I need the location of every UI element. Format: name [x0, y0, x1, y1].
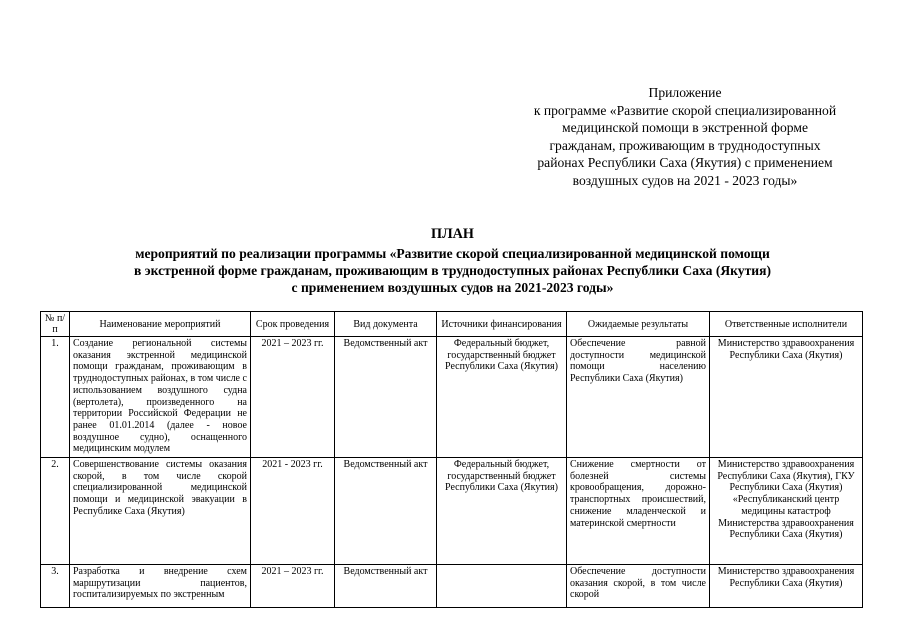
header-name: Наименование мероприятий — [70, 312, 251, 337]
appendix-line: медицинской помощи в экстренной форме — [562, 120, 808, 136]
plan-subtitle-line: в экстренной форме гражданам, проживающим в труднодоступных районах Республики Саха (Якутия) — [134, 263, 771, 279]
cell-term: 2021 - 2023 гг. — [251, 458, 335, 565]
appendix-block — [500, 84, 870, 190]
cell-term: 2021 – 2023 гг. — [251, 565, 335, 608]
header-result: Ожидаемые результаты — [567, 312, 710, 337]
cell-source — [437, 565, 567, 608]
header-source: Источники финансирования — [437, 312, 567, 337]
cell-resp: Министерство здравоохранения Республики Саха (Якутия) — [710, 337, 863, 458]
cell-term: 2021 – 2023 гг. — [251, 337, 335, 458]
plan-title: ПЛАН — [431, 226, 474, 242]
cell-num: 3. — [41, 565, 70, 608]
cell-resp: Министерство здравоохранения Республики Саха (Якутия) — [710, 565, 863, 608]
appendix-line: гражданам, проживающим в труднодоступных — [549, 137, 821, 153]
cell-result: Обеспечение равной доступности медицинской помощи населению Республики Саха (Якутия) — [567, 337, 710, 458]
appendix-line: районах Республики Саха (Якутия) с применением — [537, 155, 833, 171]
table-row — [41, 565, 863, 608]
plan-subtitle — [0, 245, 905, 297]
header-doc: Вид документа — [335, 312, 437, 337]
cell-num: 1. — [41, 337, 70, 458]
cell-source: Федеральный бюджет, государственный бюджет Республики Саха (Якутия) — [437, 458, 567, 565]
cell-name: Создание региональной системы оказания экстренной медицинской помощи гражданам, проживающим в труднодоступных районах, в том числе с использованием воздушного судна (вертолета), произведенного на территории Российской Федерации не ранее 01.01.2014 (далее - новое воздушное судно), оснащенного медицинским модулем — [70, 337, 251, 458]
cell-doc: Ведомственный акт — [335, 565, 437, 608]
header-resp: Ответственные исполнители — [710, 312, 863, 337]
cell-source: Федеральный бюджет, государственный бюджет Республики Саха (Якутия) — [437, 337, 567, 458]
appendix-line: Приложение — [648, 85, 722, 100]
cell-num: 2. — [41, 458, 70, 565]
cell-doc: Ведомственный акт — [335, 337, 437, 458]
header-num: № п/п — [41, 312, 70, 337]
table-header-row — [41, 312, 863, 337]
cell-result: Снижение смертности от болезней системы кровообращения, дорожно-транспортных происшествий, снижение младенческой и материнской смертности — [567, 458, 710, 565]
appendix-line: к программе «Развитие скорой специализированной — [533, 102, 837, 118]
plan-subtitle-line: мероприятий по реализации программы «Развитие скорой специализированной медицинской помощи — [135, 246, 770, 261]
plan-table — [40, 311, 863, 608]
cell-name: Разработка и внедрение схем маршрутизации пациентов, госпитализируемых по экстренным — [70, 565, 251, 608]
table-row — [41, 337, 863, 458]
cell-resp: Министерство здравоохранения Республики Саха (Якутия), ГКУ Республики Саха (Якутия) «Республиканский центр медицины катастроф Министерства здравоохранения Республики Саха (Якутия) — [710, 458, 863, 565]
cell-doc: Ведомственный акт — [335, 458, 437, 565]
plan-subtitle-line: с применением воздушных судов на 2021-2023 годы» — [291, 280, 614, 296]
table-row — [41, 458, 863, 565]
cell-result: Обеспечение доступности оказания скорой, в том числе скорой — [567, 565, 710, 608]
appendix-line: воздушных судов на 2021 - 2023 годы» — [572, 172, 798, 188]
header-term: Срок проведения — [251, 312, 335, 337]
cell-name: Совершенствование системы оказания скорой, в том числе скорой специализированной медицинской помощи и медицинской эвакуации в Республике Саха (Якутия) — [70, 458, 251, 565]
